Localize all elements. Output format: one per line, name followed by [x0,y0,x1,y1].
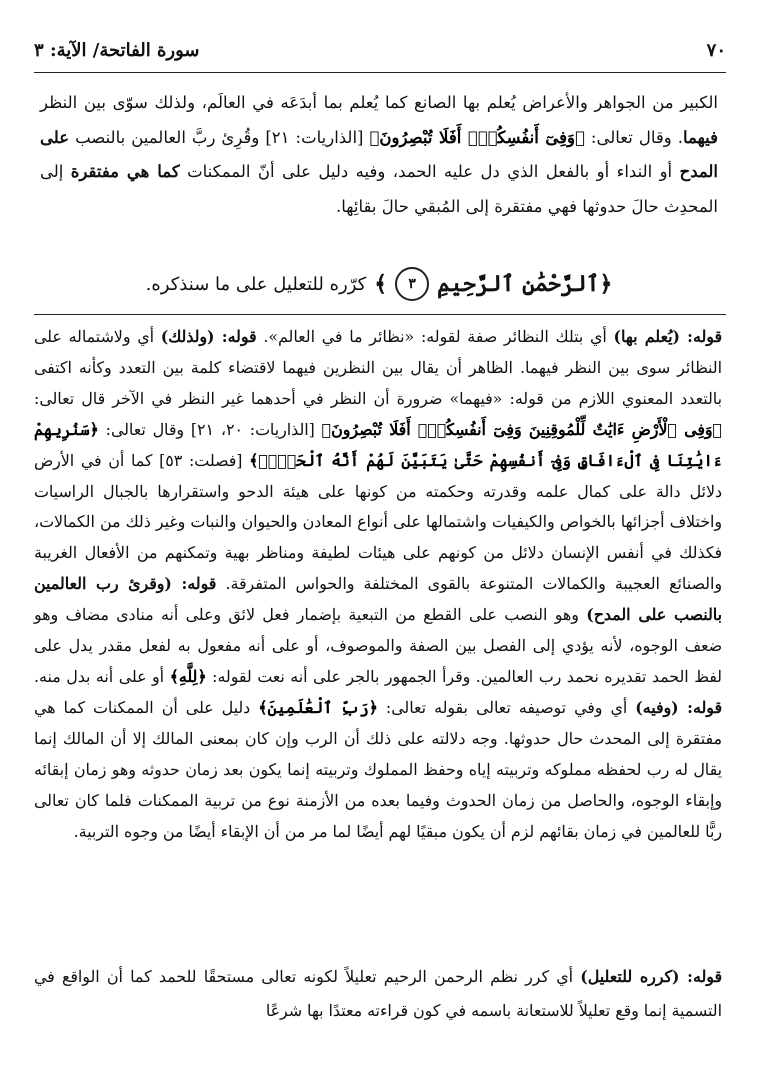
commentary-divider [34,314,726,315]
header-rule [34,72,726,73]
commentary-text [34,322,722,847]
verse-close-bracket: ﴾ [374,271,388,297]
ayah-number-marker: ٣ [395,267,429,301]
quran-quote: ﴿رَبِّ ٱلْعَٰلَمِينَ﴾ [258,697,378,717]
quran-quote: ﴿وَفِى ٱلْأَرْضِ ءَايَٰتٌ لِّلْمُوقِنِينَ وَفِىٓ أَنفُسِكُمْۚ أَفَلَا تُبْصِرُونَ﴾ [321,419,722,439]
verse-line [40,262,718,306]
verse-text: ﴿ٱلرَّحْمَٰنِ ٱلرَّحِيمِ [437,271,613,297]
commentary-paragraph: قوله: (كرره للتعليل) أي كرر نظم الرحمن الرحيم تعليلاً لكونه تعالى مستحقًا للحمد كما أن الواقع في التسمية إنما وقع تعليلاً للاستعانة باسمه في كون قراءته معتدًا بها شرعًا [34,967,722,1020]
quran-quote: ﴿سَنُرِيهِمْ ءَايَٰتِنَا فِى ٱلْءَافَاقِ وَفِىٓ أَنفُسِهِمْ حَتَّىٰ يَتَبَيَّنَ لَهُمْ أَنَّهُ ٱلْحَقُّۗ﴾ [34,419,722,470]
final-commentary [34,960,722,1028]
main-paragraph: الكبير من الجواهر والأعراض يُعلم بها الصانع كما يُعلم بما أبدَعَه في العالَم، ولذلك سوّى بين النظر فيهما. وقال تعالى: ﴿وَفِىٓ أَنفُسِكُمْۚ أَفَلَا تُبْصِرُونَ﴾ [الذاريات: ٢١] وقُرِئ ربَّ العالمين بالنصب على المدح أو النداء أو بالفعل الذي دل عليه الحمد، وفيه دليل على أنّ الممكنات كما هي مفتقرة إلى المحدِث حالَ حدوثها فهي مفتقرة إلى المُبقي حالَ بقائِها. [40,93,719,216]
commentary-label: قوله: (وفيه) [635,697,722,717]
commentary-label: قوله: (كرره للتعليل) [580,967,722,986]
page-number: ٧٠ [706,39,726,61]
verse-note: كرّره للتعليل على ما سنذكره. [145,273,367,295]
commentary-label: قوله: (ولذلك) [160,327,257,346]
commentary-label: قوله: (وقرئ رب العالمين بالنصب على المدح) [34,574,722,625]
commentary-paragraph: قوله: (يُعلم بها) أي بتلك النظائر صفة لقوله: «نظائر ما في العالم». قوله: (ولذلك) أي ولاشتماله على النظائر سوى بين النظر فيهما. الظاهر أن يقال بين النظرين فيهما لاقتضاء كلمة بين التعدد وكأنه اكتفى بالتعدد المعنوي اللازم من قوله: «فيهما» ضرورة أن النظر في أحدهما غير النظر في الآخر قال تعالى: ﴿وَفِى ٱلْأَرْضِ ءَايَٰتٌ لِّلْمُوقِنِينَ وَفِىٓ أَنفُسِكُمْۚ أَفَلَا تُبْصِرُونَ﴾ [الذاريات: ٢٠، ٢١] وقال تعالى: ﴿سَنُرِيهِمْ ءَايَٰتِنَا فِى ٱلْءَافَاقِ وَفِىٓ أَنفُسِهِمْ حَتَّىٰ يَتَبَيَّنَ لَهُمْ أَنَّهُ ٱلْحَقُّۗ﴾ [فصلت: ٥٣] كما أن في الأرض دلائل دالة على كمال علمه وقدرته وحكمته من كونها على هيئة الدحو واستقرارها بالجبال الراسيات واختلاف أجزائها بالخواص والكيفيات واشتمالها على أنواع المعادن والحيوان والنبات وغير ذلك من الكمالات، فكذلك في أنفس الإنسان دلائل من كونهم على هيئات لطيفة ومناظر بهية وتمكنهم من الأفعال الغريبة والصنائع العجيبة والكمالات المتنوعة بالقوى المختلفة والحواس المتفرقة. قوله: (وقرئ رب العالمين بالنصب على المدح) وهو النصب على القطع من التبعية بإضمار فعل لائق وعلى أنه منادى مضاف وهو ضعف الوجوه، لأنه يؤدي إلى الفصل بين الصفة والموصوف، أو على أنه مفعول به لفعل مقدر يدل على لفظ الحمد تقديره نحمد رب العالمين. وقرأ الجمهور بالجر على أنه نعت لقوله: ﴿لِلَّهِ﴾ أو على أنه بدل منه. قوله: (وفيه) أي وفي توصيفه تعالى بقوله تعالى: ﴿رَبِّ ٱلْعَٰلَمِينَ﴾ دليل على أن الممكنات كما هي مفتقرة إلى المحدث حال حدوثها. وجه دلالته على ذلك أن الرب وإن كان بمعنى المالك إلا أن المالك إنما يقال له رب لحفظه مملوكه وتربيته إياه وحفظ المملوك وتربيته إنما يكون بعد زمان حدوثه وهو زمان إبقائه وإبقاء الوجوه، والحاصل من زمان الحدوث وفيما بعده من الأزمنة نوع من تربية الممكنات فلما كان تعالى ربًّا للعالمين في زمان بقائهم لزم أن يكون مبقيًا لهم أيضًا لما مر من أن الإبقاء أيضًا من وجوه التربية. [34,327,723,841]
main-text [40,86,718,224]
page-header [34,30,726,70]
quran-quote: ﴿وَفِىٓ أَنفُسِكُمْۚ أَفَلَا تُبْصِرُونَ﴾ [369,127,585,147]
running-title: سورة الفاتحة/ الآية: ٣ [34,39,200,61]
commentary-label: قوله: (يُعلم بها) [613,327,722,346]
quran-quote: ﴿لِلَّهِ﴾ [169,666,207,686]
